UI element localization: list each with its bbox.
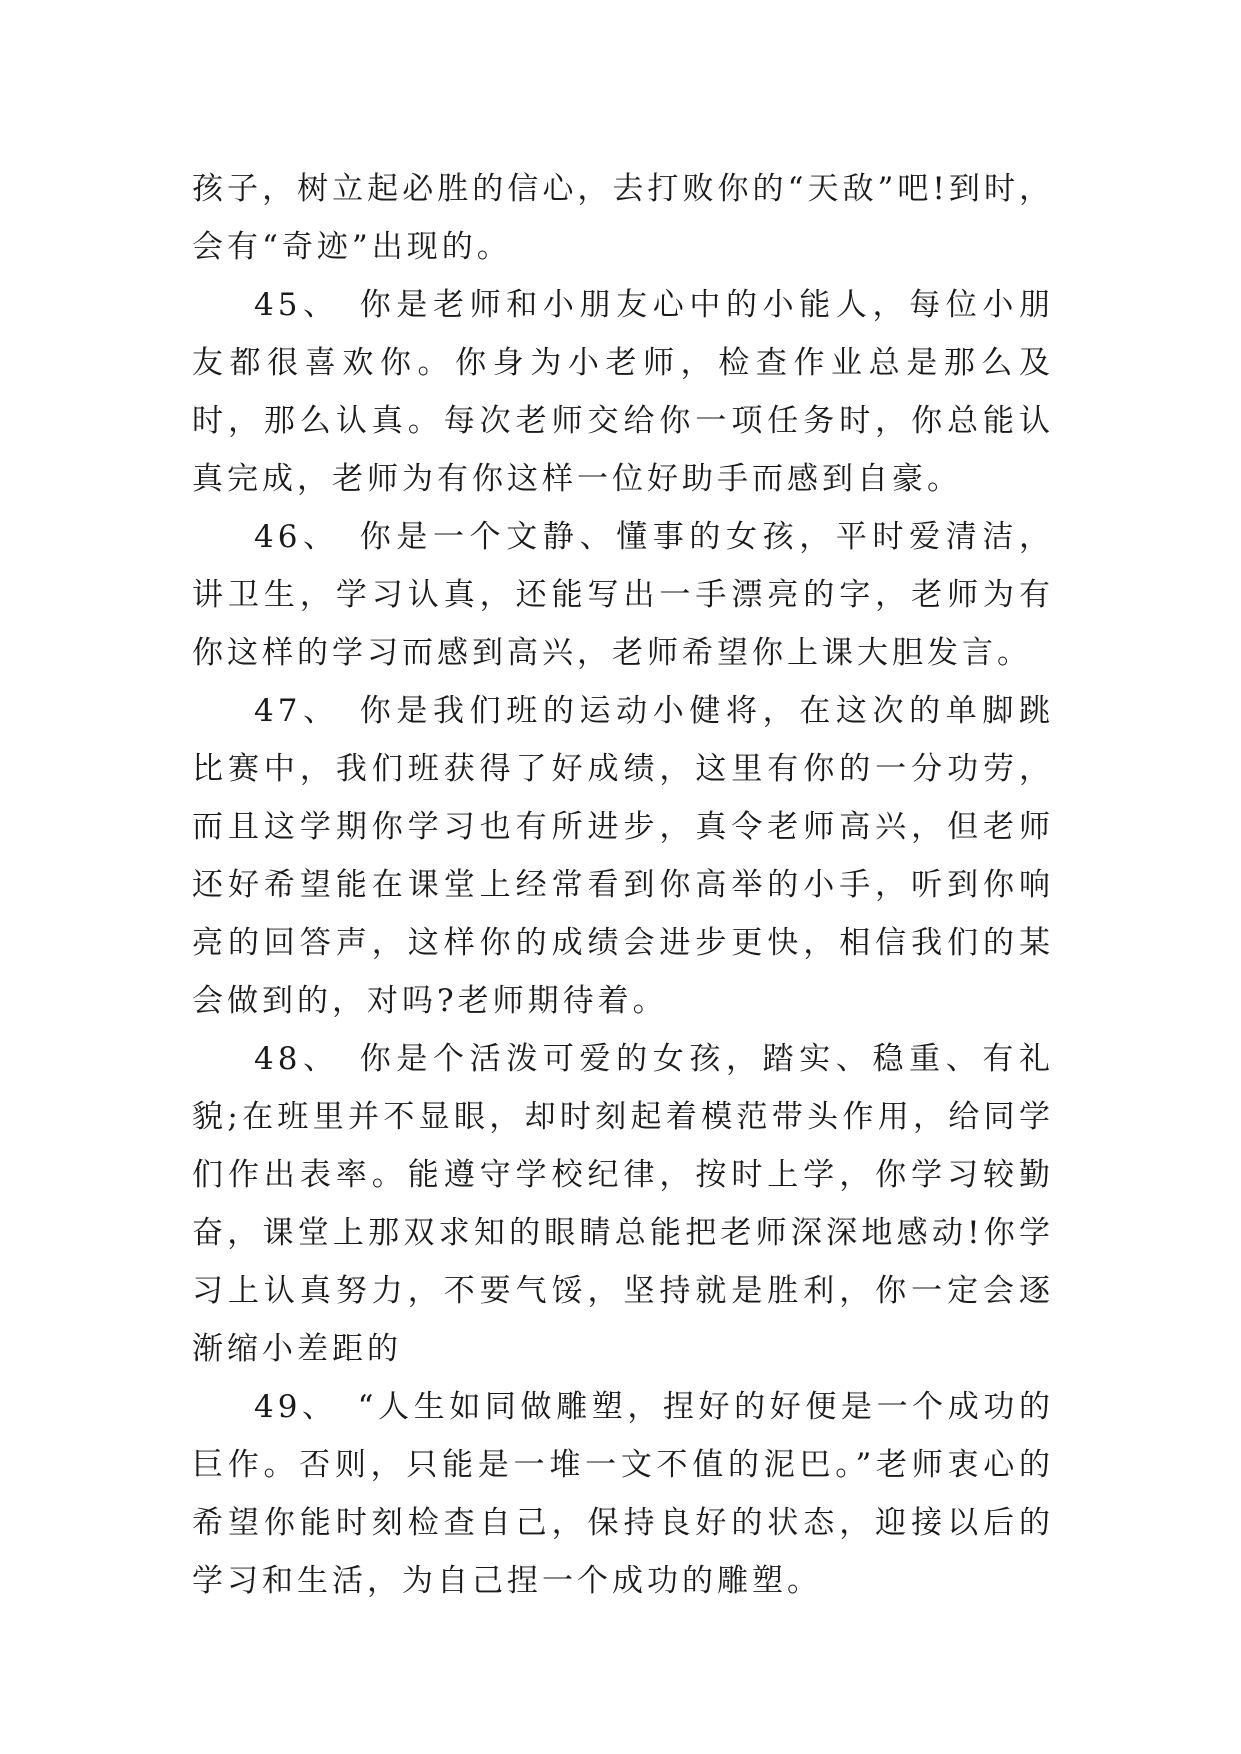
item-number: 46、 (254, 519, 340, 555)
document-body (192, 160, 1054, 1610)
comment-item-49 (192, 1378, 1054, 1610)
comment-item-47 (192, 682, 1054, 1030)
comment-item-45 (192, 276, 1054, 508)
comment-item-46 (192, 508, 1054, 682)
item-number: 48、 (254, 1041, 340, 1077)
item-text: 你是我们班的运动小健将，在这次的单脚跳比赛中，我们班获得了好成绩，这里有你的一分功劳，而且这学期你学习也有所进步，真令老师高兴，但老师还好希望能在课堂上经常看到你高举的小手，听到你响亮的回答声，这样你的成绩会进步更快，相信我们的某会做到的，对吗?老师期待着。 (192, 693, 1054, 1019)
item-text: 你是一个文静、懂事的女孩，平时爱清洁，讲卫生，学习认真，还能写出一手漂亮的字，老师为有你这样的学习而感到高兴，老师希望你上课大胆发言。 (192, 519, 1054, 671)
item-text: 你是老师和小朋友心中的小能人，每位小朋友都很喜欢你。你身为小老师，检查作业总是那么及时，那么认真。每次老师交给你一项任务时，你总能认真完成，老师为有你这样一位好助手而感到自豪。 (192, 287, 1054, 497)
item-number: 49、 (254, 1389, 338, 1425)
item-text: 你是个活泼可爱的女孩，踏实、稳重、有礼貌;在班里并不显眼，却时刻起着模范带头作用，给同学们作出表率。能遵守学校纪律，按时上学，你学习较勤奋，课堂上那双求知的眼睛总能把老师深深地感动!你学习上认真努力，不要气馁，坚持就是胜利，你一定会逐渐缩小差距的 (192, 1041, 1054, 1367)
item-number: 47、 (254, 693, 340, 729)
item-text: “人生如同做雕塑，捏好的好便是一个成功的巨作。否则，只能是一堆一文不值的泥巴。”老师衷心的希望你能时刻检查自己，保持良好的状态，迎接以后的学习和生活，为自己捏一个成功的雕塑。 (192, 1389, 1054, 1599)
comment-item-48 (192, 1030, 1054, 1378)
continuation-paragraph: 孩子，树立起必胜的信心，去打败你的“天敌”吧!到时，会有“奇迹”出现的。 (192, 171, 1054, 265)
item-number: 45、 (254, 287, 340, 323)
